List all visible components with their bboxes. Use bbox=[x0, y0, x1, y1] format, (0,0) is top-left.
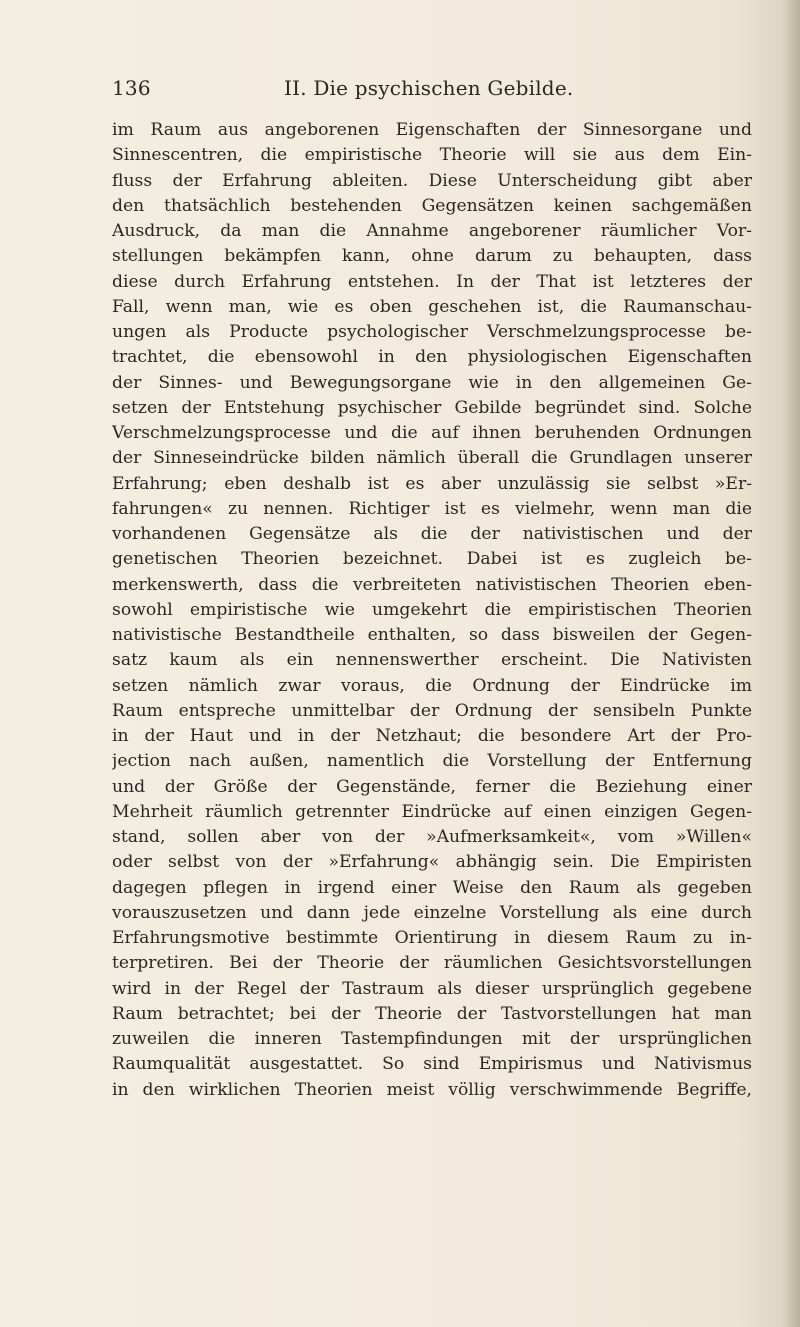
text-line: Mehrheit räumlich getrennter Eindrücke auf einen einzigen Gegen- bbox=[112, 801, 752, 822]
running-head bbox=[112, 76, 752, 106]
text-line: oder selbst von der »Erfahrung« abhängig sein. Die Empiristen bbox=[112, 852, 752, 873]
text-line: merkenswerth, dass die verbreiteten nativistischen Theorien eben- bbox=[112, 574, 752, 595]
text-line: Ausdruck, da man die Annahme angeborener räumlicher Vor- bbox=[112, 221, 752, 241]
text-line: der Sinnes- und Bewegungsorgane wie in den allgemeinen Ge- bbox=[112, 372, 752, 393]
text-line: Verschmelzungsprocesse und die auf ihnen beruhenden Ordnungen bbox=[112, 423, 752, 443]
text-line: Sinnescentren, die empiristische Theorie will sie aus dem Ein- bbox=[112, 145, 752, 166]
text-line: setzen der Entstehung psychischer Gebilde begründet sind. Solche bbox=[112, 397, 752, 418]
text-line: vorhandenen Gegensätze als die der nativistischen und der bbox=[112, 524, 752, 544]
body-text bbox=[112, 118, 752, 1103]
text-line: den thatsächlich bestehenden Gegensätzen keinen sachgemäßen bbox=[112, 195, 752, 216]
text-line: Raum entspreche unmittelbar der Ordnung der sensibeln Punkte bbox=[112, 700, 752, 721]
text-line: setzen nämlich zwar voraus, die Ordnung der Eindrücke im bbox=[112, 675, 752, 696]
chapter-title: II. Die psychischen Gebilde. bbox=[284, 76, 574, 100]
text-line: zuweilen die inneren Tastempfindungen mit der ursprünglichen bbox=[112, 1029, 752, 1049]
page-number: 136 bbox=[112, 76, 151, 100]
text-line: sowohl empiristische wie umgekehrt die empiristischen Theorien bbox=[112, 599, 752, 620]
text-line: trachtet, die ebensowohl in den physiologischen Eigenschaften bbox=[112, 347, 752, 368]
text-line: fluss der Erfahrung ableiten. Diese Unterscheidung gibt aber bbox=[112, 170, 752, 191]
page-edge-shadow bbox=[782, 0, 800, 1327]
text-line: der Sinneseindrücke bilden nämlich überall die Grundlagen unserer bbox=[112, 448, 752, 469]
text-line: satz kaum als ein nennenswerther erscheint. Die Nativisten bbox=[112, 650, 752, 671]
text-line: wird in der Regel der Tastraum als dieser ursprünglich gegebene bbox=[112, 978, 752, 999]
text-line: Fall, wenn man, wie es oben geschehen ist, die Raumanschau- bbox=[112, 296, 752, 317]
text-line: Erfahrungsmotive bestimmte Orientirung in diesem Raum zu in- bbox=[112, 928, 752, 948]
text-line: Raum betrachtet; bei der Theorie der Tastvorstellungen hat man bbox=[112, 1003, 752, 1024]
text-line: im Raum aus angeborenen Eigenschaften der Sinnesorgane und bbox=[112, 120, 752, 140]
text-line: stellungen bekämpfen kann, ohne darum zu behaupten, dass bbox=[112, 246, 752, 267]
text-line: jection nach außen, namentlich die Vorstellung der Entfernung bbox=[112, 751, 752, 772]
text-line: genetischen Theorien bezeichnet. Dabei ist es zugleich be- bbox=[112, 549, 752, 570]
text-line: dagegen pflegen in irgend einer Weise den Raum als gegeben bbox=[112, 877, 752, 898]
text-line: nativistische Bestandtheile enthalten, so dass bisweilen der Gegen- bbox=[112, 625, 752, 645]
text-line: Raumqualität ausgestattet. So sind Empirismus und Nativismus bbox=[112, 1054, 752, 1075]
text-line: Erfahrung; eben deshalb ist es aber unzulässig sie selbst »Er- bbox=[112, 473, 752, 494]
text-line: terpretiren. Bei der Theorie der räumlichen Gesichtsvorstellungen bbox=[112, 953, 752, 974]
text-line: und der Größe der Gegenstände, ferner die Beziehung einer bbox=[112, 776, 752, 797]
text-line: in den wirklichen Theorien meist völlig verschwimmende Begriffe, bbox=[112, 1079, 752, 1100]
text-line: diese durch Erfahrung entstehen. In der That ist letzteres der bbox=[112, 271, 752, 292]
text-line: ungen als Producte psychologischer Verschmelzungsprocesse be- bbox=[112, 322, 752, 342]
text-line: in der Haut und in der Netzhaut; die besondere Art der Pro- bbox=[112, 726, 752, 746]
text-line: fahrungen« zu nennen. Richtiger ist es vielmehr, wenn man die bbox=[112, 498, 752, 519]
text-line: stand, sollen aber von der »Aufmerksamkeit«, vom »Willen« bbox=[112, 827, 752, 847]
text-line: vorauszusetzen und dann jede einzelne Vorstellung als eine durch bbox=[112, 902, 752, 923]
